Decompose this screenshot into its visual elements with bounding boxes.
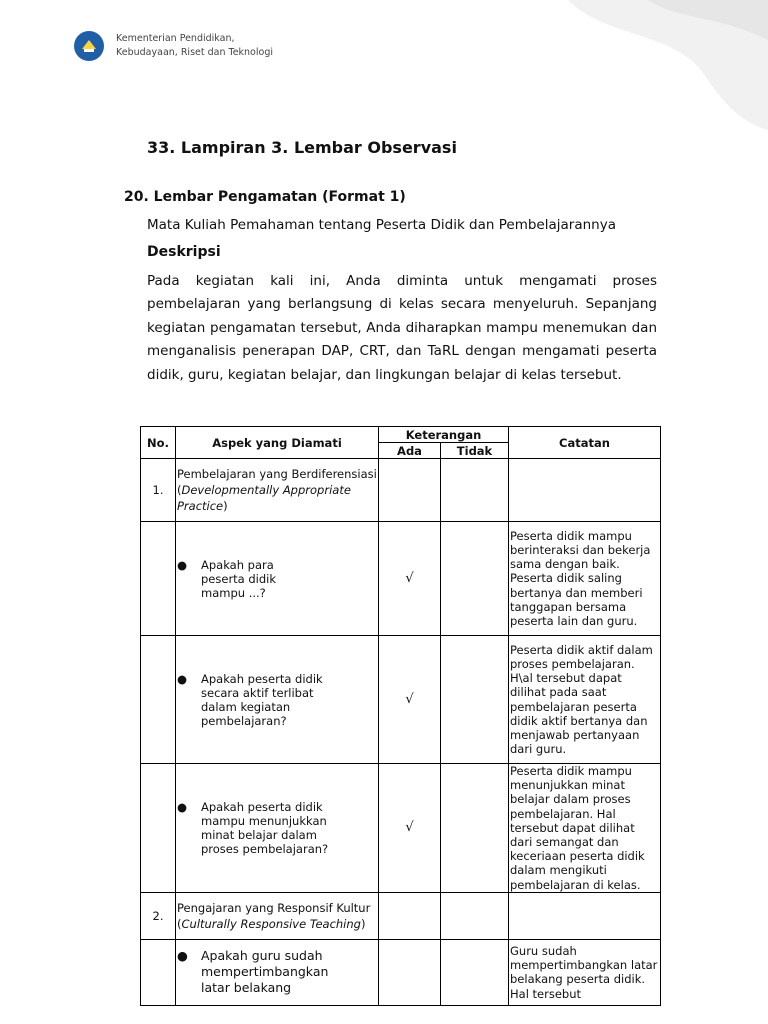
row-number: 2. [141, 892, 176, 939]
check-mark: √ [379, 764, 441, 893]
aspect-title-text: Pengajaran yang Responsif Kultur [177, 900, 371, 915]
table-row [141, 459, 661, 522]
note-text: Guru sudah mempertimbangkan latar belakang peserta didik. Hal tersebut [509, 939, 661, 1005]
aspect-title-text: Pembelajaran yang Berdiferensiasi [177, 467, 377, 481]
check-mark: √ [379, 522, 441, 636]
header-keterangan: Keterangan [379, 427, 509, 443]
note-text: Peserta didik mampu berinteraksi dan bekerja sama dengan baik. Peserta didik saling bertanya dan memberi tanggapan bersama peserta lain dan guru. [509, 522, 661, 636]
section-title: 20. Lembar Pengamatan (Format 1) [124, 189, 406, 205]
question-text: Apakah peserta didik mampu menunjukkan minat belajar dalam proses pembelajaran? [201, 799, 329, 856]
description-heading: Deskripsi [147, 244, 221, 260]
table-row [141, 764, 661, 893]
header-aspek: Aspek yang Diamati [176, 427, 379, 459]
question-text: Apakah peserta didik secara aktif terlibat dalam kegiatan pembelajaran? [201, 671, 323, 728]
header-no: No. [141, 427, 176, 459]
note-text: Peserta didik mampu menunjukkan minat belajar dalam proses pembelajaran. Hal tersebut dapat dilihat dari semangat dan keceriaan peserta didik dalam mengikuti pembelajaran di kelas. [509, 764, 661, 893]
course-name: Mata Kuliah Pemahaman tentang Peserta Didik dan Pembelajarannya [147, 217, 616, 233]
aspect-title-english: Culturally Responsive Teaching [181, 916, 361, 931]
bullet-icon: ● [177, 671, 188, 686]
note-text: Peserta didik aktif dalam proses pembelajaran. H\al tersebut dapat dilihat pada saat pembelajaran peserta didik aktif bertanya dan menjawab pertanyaan dari guru. [509, 636, 661, 764]
question-text: Apakah guru sudah mempertimbangkan latar belakang [201, 948, 329, 996]
bullet-icon: ● [177, 948, 188, 964]
table-row [141, 892, 661, 939]
header-catatan: Catatan [509, 427, 661, 459]
check-mark: √ [379, 636, 441, 764]
background-decoration [508, 0, 768, 130]
bullet-icon: ● [177, 557, 188, 572]
ministry-logo [74, 31, 273, 61]
row-number: 1. [141, 459, 176, 522]
ministry-name-line2: Kebudayaan, Riset dan Teknologi [116, 47, 273, 58]
table-row [141, 522, 661, 636]
question-text: Apakah para peserta didik mampu ...? [201, 557, 277, 600]
bullet-icon: ● [177, 799, 188, 814]
header-ada: Ada [379, 443, 441, 459]
table-row [141, 636, 661, 764]
ministry-name-line1: Kementerian Pendidikan, [116, 33, 235, 44]
header-tidak: Tidak [441, 443, 509, 459]
aspect-title: Pengajaran yang Responsif Kultur (Culturally Responsive Teaching) [176, 892, 379, 939]
observation-table [140, 426, 661, 1006]
description-text: Pada kegiatan kali ini, Anda diminta untuk mengamati proses pembelajaran yang berlangsung di kelas secara menyeluruh. Sepanjang kegiatan pengamatan tersebut, Anda diharapkan mampu menemukan dan menganalisis penerapan DAP, CRT, dan TaRL dengan mengamati peserta didik, guru, kegiatan belajar, dan lingkungan belajar di kelas tersebut. [147, 273, 657, 383]
ministry-emblem-icon [74, 31, 104, 61]
page-title: 33. Lampiran 3. Lembar Observasi [147, 138, 457, 157]
aspect-title: Pembelajaran yang Berdiferensiasi (Developmentally Appropriate Practice) [176, 459, 379, 522]
aspect-title-english: Developmentally Appropriate Practice [177, 483, 351, 513]
table-row [141, 939, 661, 1005]
